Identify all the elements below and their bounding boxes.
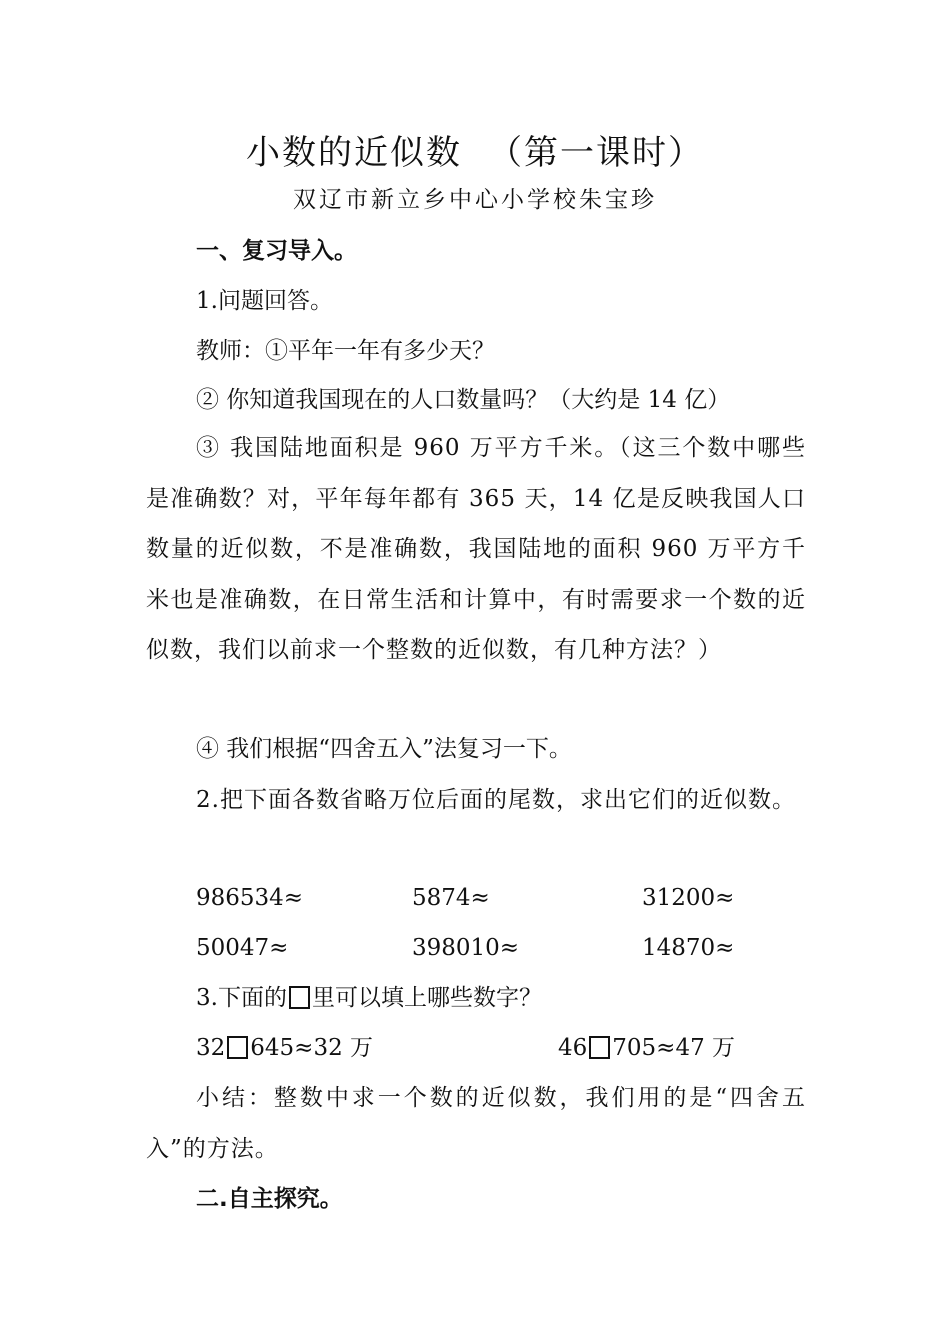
document-title [0, 128, 950, 178]
fill-b-post: 705≈47 万 [612, 1035, 736, 1061]
question-3-paragraph: ③ 我国陆地面积是 960 万平方千米。（这三个数中哪些是准确数？对，平年每年都有 365 天，14 亿是反映我国人口数量的近似数，不是准确数，我国陆地的面积 960 万平方千米也是准确数，在日常生活和计算中，有时需要求一个数的近似数，我们以前求一个整数的近似数，有几种方法？） [146, 435, 806, 663]
title-main: 小数的近似数 [246, 133, 462, 173]
section-heading-explore: 二.自主探究。 [196, 1186, 343, 1212]
exercise-number: 5874≈ [412, 885, 490, 911]
item3-text-before: 3.下面的 [196, 985, 287, 1011]
fill-exercise-b [558, 1030, 735, 1066]
exercise-number: 50047≈ [196, 935, 289, 961]
exercise-number: 986534≈ [196, 885, 304, 911]
item-fill-box [196, 980, 542, 1016]
question-1: 教师：①平年一年有多少天？ [196, 338, 495, 364]
blank-box-icon [589, 1036, 610, 1059]
item-approximation-exercise: 2.把下面各数省略万位后面的尾数，求出它们的近似数。 [196, 787, 796, 813]
blank-box-icon [227, 1036, 248, 1059]
question-2: ② 你知道我国现在的人口数量吗？（大约是 14 亿） [196, 387, 731, 413]
item-question-answer: 1.问题回答。 [196, 288, 333, 314]
summary-paragraph: 小结：整数中求一个数的近似数，我们用的是“四舍五入”的方法。 [146, 1085, 806, 1162]
title-suffix: （第一课时） [488, 133, 704, 173]
exercise-number: 14870≈ [642, 935, 735, 961]
question-4: ④ 我们根据“四舍五入”法复习一下。 [196, 736, 572, 762]
fill-a-pre: 32 [196, 1035, 226, 1061]
section-heading-review: 一、复习导入。 [196, 238, 357, 264]
fill-a-post: 645≈32 万 [250, 1035, 374, 1061]
blank-box-icon [289, 986, 310, 1009]
exercise-number: 398010≈ [412, 935, 520, 961]
fill-exercise-a [196, 1030, 373, 1066]
author-line: 双辽市新立乡中心小学校朱宝珍 [293, 187, 657, 213]
item3-text-after: 里可以填上哪些数字？ [311, 985, 542, 1011]
exercise-number: 31200≈ [642, 885, 735, 911]
fill-b-pre: 46 [558, 1035, 588, 1061]
